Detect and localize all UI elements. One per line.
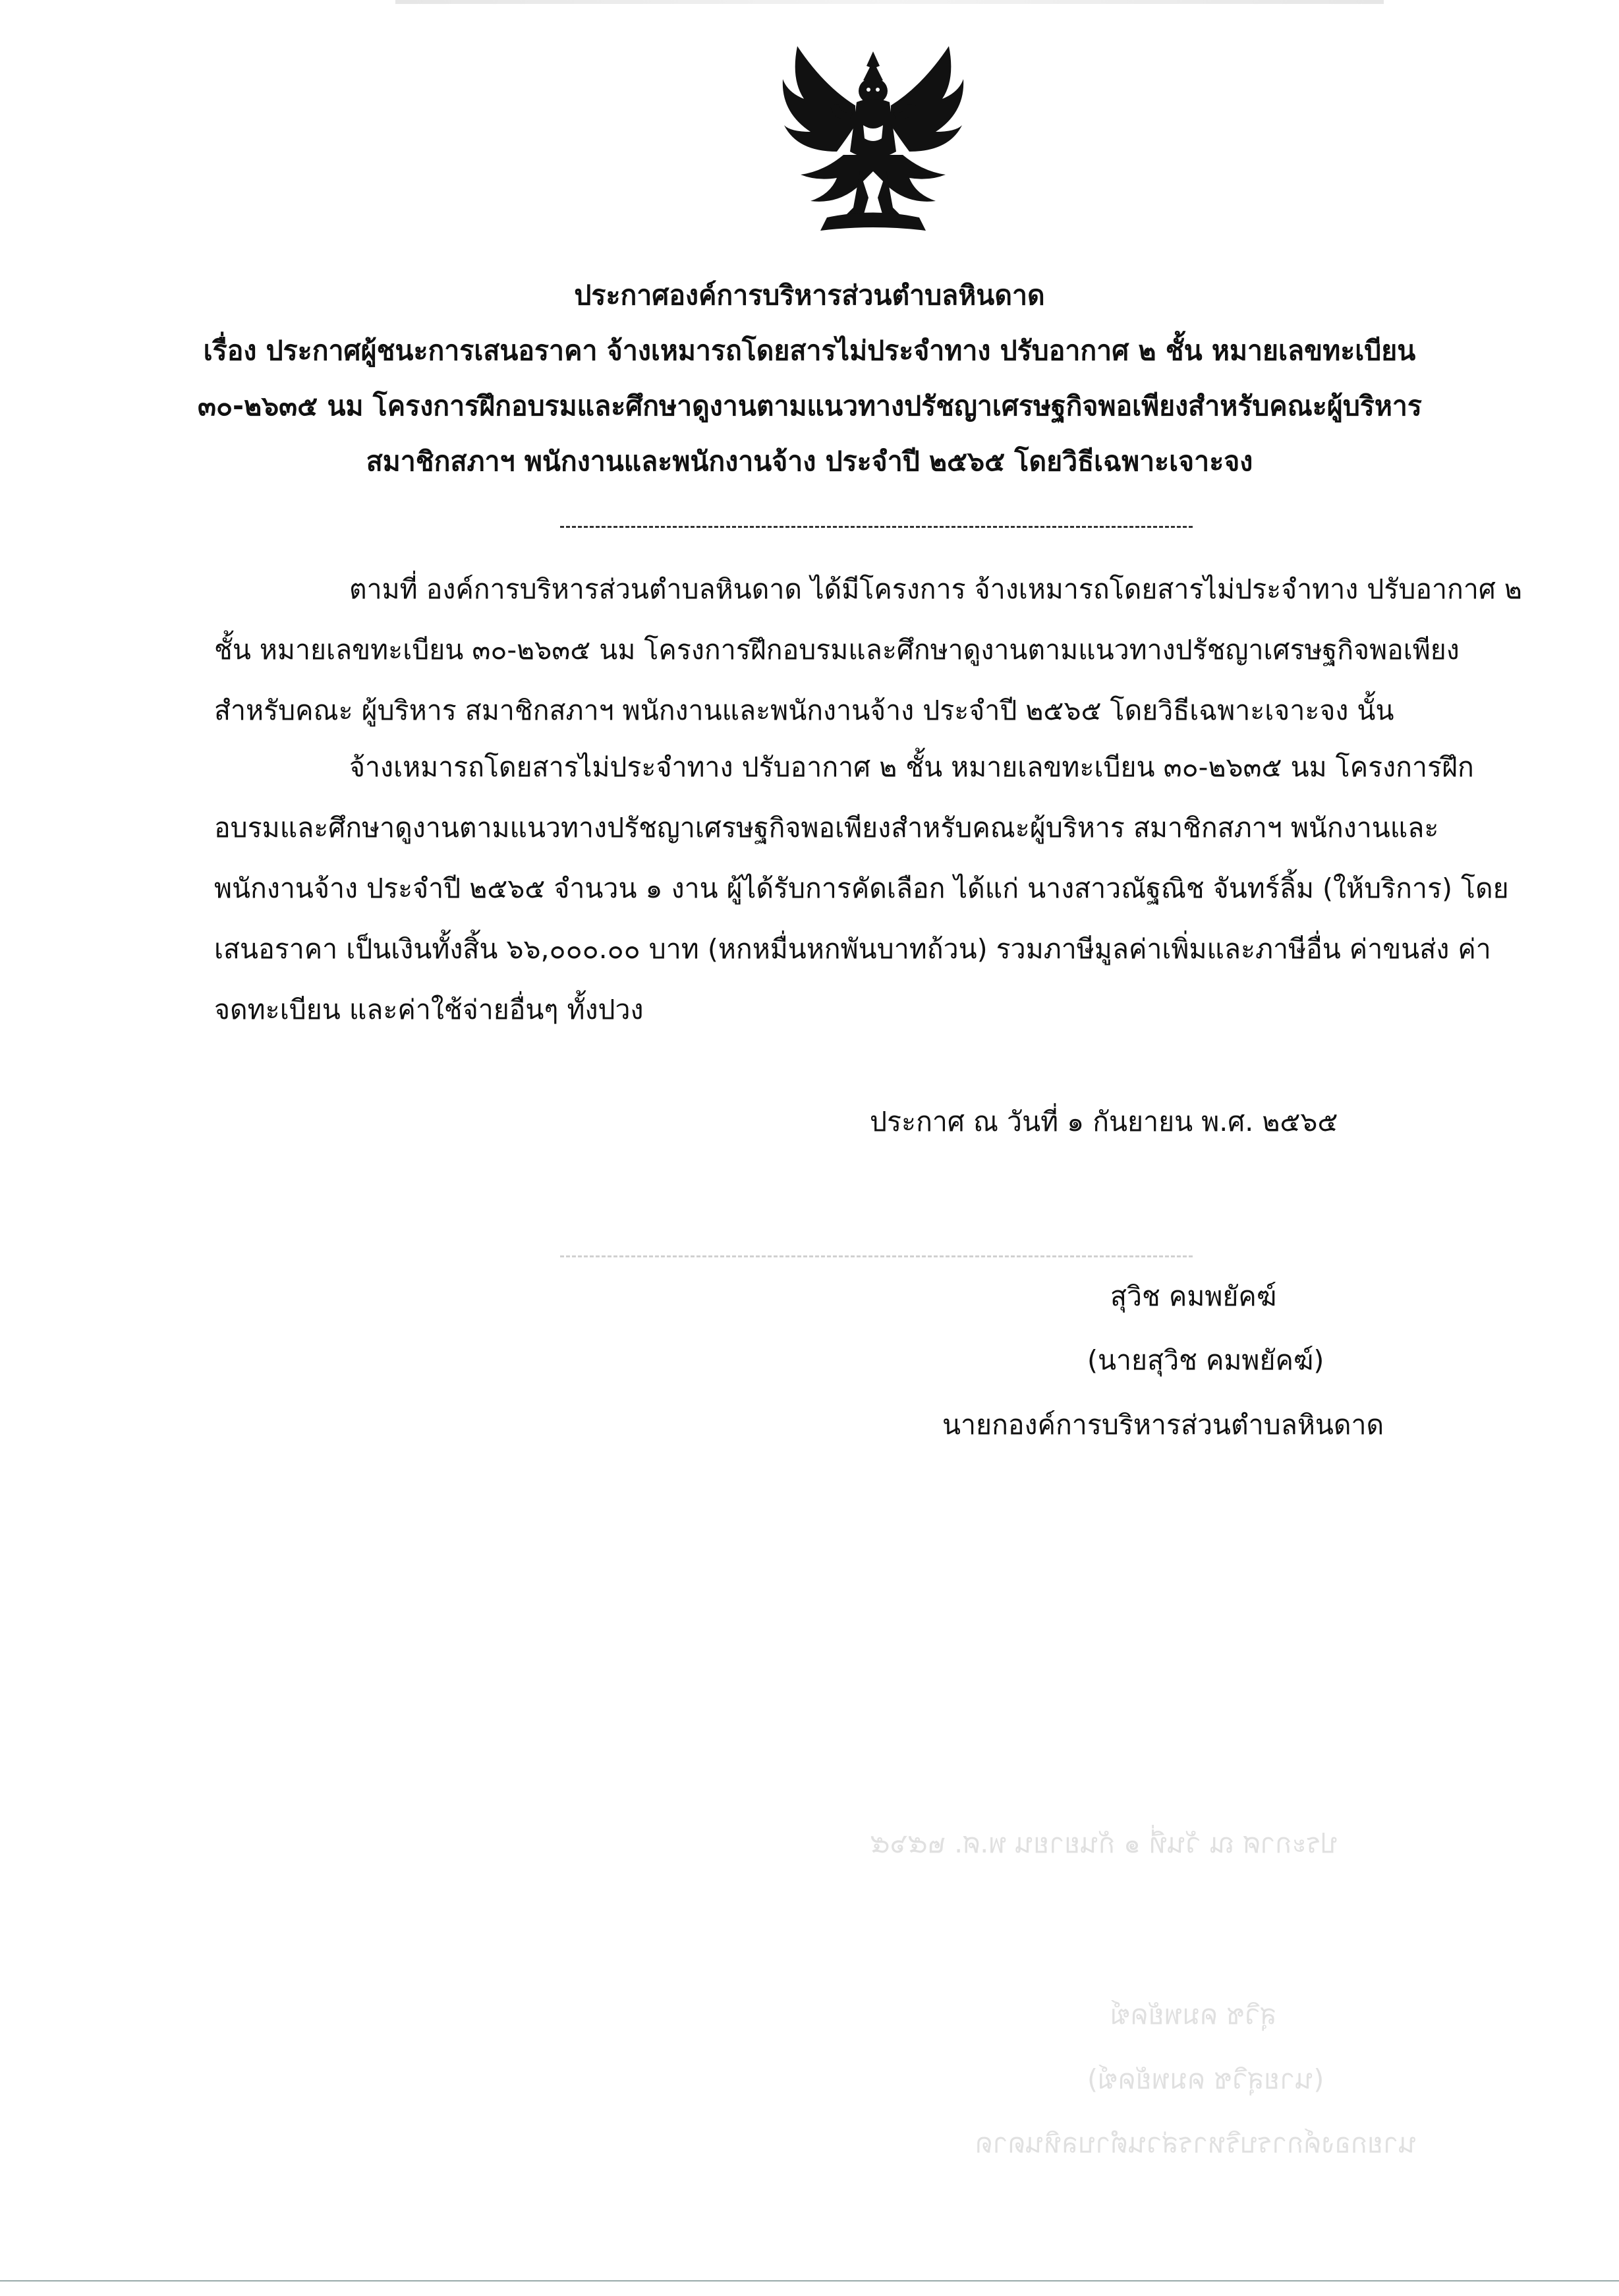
scan-edge	[395, 0, 1384, 4]
paragraph-2-line-2: อบรมและศึกษาดูงานตามแนวทางปรัชญาเศรษฐกิจพอเพียงสำหรับคณะผู้บริหาร สมาชิกสภาฯ พนักงานและ	[214, 812, 1439, 844]
subject-line-3: สมาชิกสภาฯ พนักงานและพนักงานจ้าง ประจำปี ๒๕๖๕ โดยวิธีเฉพาะเจาะจง	[366, 445, 1253, 477]
bleed-through-position: นายกองค์การบริหารส่วนตำบลหินดาด	[975, 2127, 1417, 2159]
paragraph-1-line-3: สำหรับคณะ ผู้บริหาร สมาชิกสภาฯ พนักงานและพนักงานจ้าง ประจำปี ๒๕๖๕ โดยวิธีเฉพาะเจาะจง นั้น	[214, 695, 1394, 726]
scan-bottom-edge	[0, 2280, 1619, 2282]
signature-name: สุวิช คมพยัคฆ์	[1110, 1280, 1277, 1312]
paragraph-1	[214, 559, 1522, 741]
bleed-through-date: ประกาศ ณ วันที่ ๑ กันยายน พ.ศ. ๒๕๖๕	[870, 1827, 1338, 1859]
paragraph-2-line-4: เสนอราคา เป็นเงินทั้งสิ้น ๖๖,๐๐๐.๐๐ บาท (หกหมื่นหกพันบาทถ้วน) รวมภาษีมูลค่าเพิ่มและภาษีอื่น ค่าขนส่ง ค่า	[214, 933, 1491, 965]
paragraph-1-line-1: ตามที่ องค์การบริหารส่วนตำบลหินดาด ได้มีโครงการ จ้างเหมารถโดยสารไม่ประจำทาง ปรับอากาศ ๒	[349, 573, 1522, 605]
subject-line-1: เรื่อง ประกาศผู้ชนะการเสนอราคา จ้างเหมารถโดยสารไม่ประจำทาง ปรับอากาศ ๒ ชั้น หมายเลขทะเบียน	[203, 335, 1416, 366]
paragraph-2-line-1: จ้างเหมารถโดยสารไม่ประจำทาง ปรับอากาศ ๒ ชั้น หมายเลขทะเบียน ๓๐-๒๖๓๕ นม โครงการฝึก	[349, 751, 1474, 783]
bleed-through-printed-name: (นายสุวิช คมพยัคฆ์)	[1087, 2063, 1324, 2095]
announce-date: ประกาศ ณ วันที่ ๑ กันยายน พ.ศ. ๒๕๖๕	[870, 1106, 1338, 1137]
subject-line-2: ๓๐-๒๖๓๕ นม โครงการฝึกอบรมและศึกษาดูงานตามแนวทางปรัชญาเศรษฐกิจพอเพียงสำหรับคณะผู้บริหาร	[198, 390, 1422, 422]
paragraph-2	[214, 737, 1509, 1040]
bleed-through-rule	[560, 1255, 1193, 1257]
signature-printed-name: (นายสุวิช คมพยัคฆ์)	[1087, 1344, 1324, 1376]
document-heading	[198, 268, 1421, 489]
garuda-emblem-icon	[764, 40, 982, 244]
document-title: ประกาศองค์การบริหารส่วนตำบลหินดาด	[574, 279, 1045, 311]
signature-position: นายกองค์การบริหารส่วนตำบลหินดาด	[942, 1409, 1384, 1441]
paragraph-1-line-2: ชั้น หมายเลขทะเบียน ๓๐-๒๖๓๕ นม โครงการฝึกอบรมและศึกษาดูงานตามแนวทางปรัชญาเศรษฐกิจพอเพียง	[214, 634, 1460, 666]
bleed-through-signature: สุวิช คมพยัคฆ์	[1110, 1999, 1277, 2030]
heading-separator	[560, 526, 1193, 528]
paragraph-2-line-3: พนักงานจ้าง ประจำปี ๒๕๖๕ จำนวน ๑ งาน ผู้ได้รับการคัดเลือก ได้แก่ นางสาวณัฐณิช จันทร์ลิ้ม (ให้บริการ) โดย	[214, 873, 1509, 904]
paragraph-2-line-5: จดทะเบียน และค่าใช้จ่ายอื่นๆ ทั้งปวง	[214, 994, 644, 1025]
